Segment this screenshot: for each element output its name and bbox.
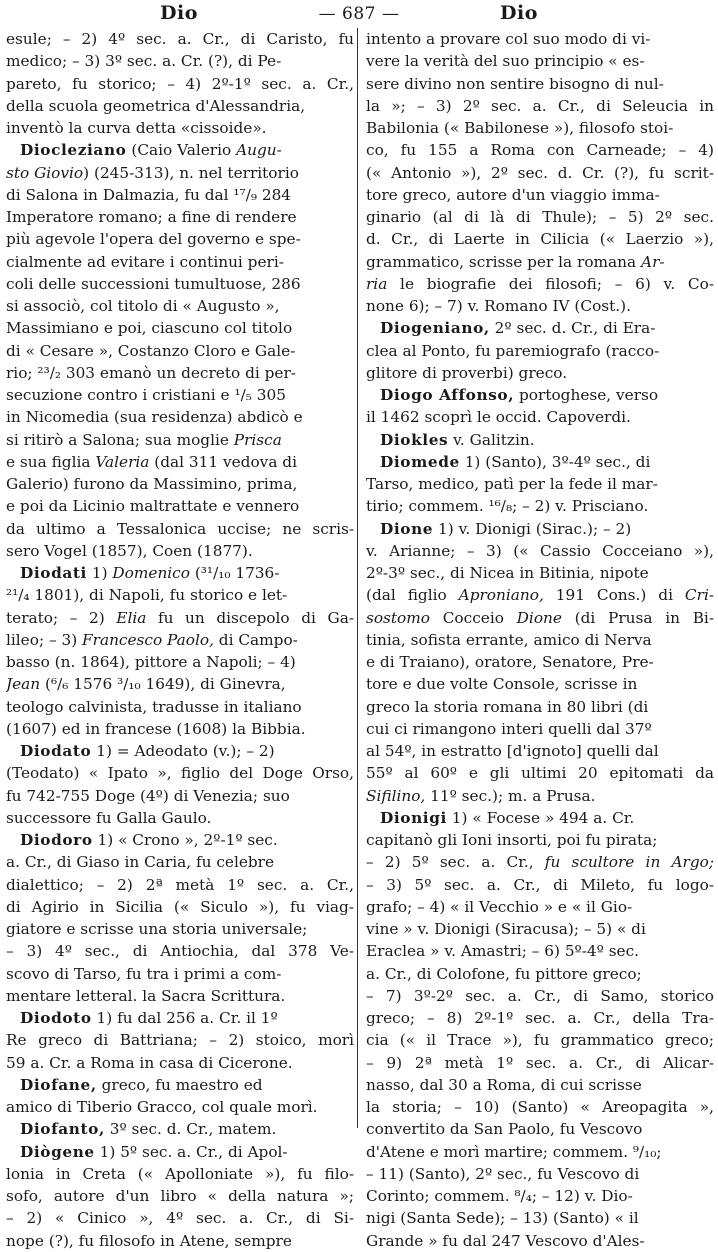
entry-start-line — [6, 1007, 354, 1029]
text-run: 55º al 60º e gli ultimi 20 epitomati da — [366, 764, 714, 783]
text-run: successore fu Galla Gaulo. — [6, 808, 212, 827]
text-run: 1) « Crono », 2º-1º sec. — [92, 831, 278, 849]
text-run: fu 742-755 Doge (4º) di Venezia; suo — [6, 786, 290, 805]
text-run: 1) = Adeodato (v.); – 2) — [91, 742, 275, 760]
entry-start-line — [6, 139, 354, 161]
text-line — [366, 1230, 714, 1252]
text-run: Re greco di Battriana; – 2) stoico, morì — [6, 1031, 354, 1050]
text-line — [366, 1185, 714, 1207]
text-run: (Teodato) « Ipato », figlio del Doge Orso, — [6, 764, 354, 783]
italic-text: fu scultore in Argo; — [544, 853, 714, 872]
text-line — [366, 1029, 714, 1051]
italic-text: Augu- — [236, 141, 282, 160]
text-run: secuzione contro i cristiani e ¹/₅ 305 — [6, 386, 286, 404]
text-run: sofo, autore d'un libro « della natura »; — [6, 1187, 354, 1205]
text-run: (1607) ed in francese (1608) la Bibbia. — [6, 719, 306, 738]
text-line — [366, 1096, 714, 1118]
text-run: della scuola geometrica d'Alessandria, — [6, 96, 306, 115]
italic-text: ria — [366, 274, 388, 293]
text-run: esule; – 2) 4º sec. a. Cr., di Caristo, fu — [6, 30, 354, 48]
text-run: – 3) 5º sec. a. Cr., di Mileto, fu logo- — [366, 875, 714, 894]
text-run: rio; ²³/₂ 303 emanò un decreto di per- — [6, 363, 296, 382]
text-run: Cocceio — [429, 608, 517, 627]
text-run: il 1462 scoprì le occid. Capoverdi. — [366, 408, 631, 427]
text-run: ginario (al di là di Thule); – 5) 2º sec. — [366, 208, 714, 226]
text-run: intento a provare col suo modo di vi- — [366, 30, 651, 48]
left-column — [6, 28, 354, 1252]
text-run: – 9) 2ª metà 1º sec. a. Cr., di Alicar- — [366, 1053, 714, 1072]
text-run: ²¹/₄ 1801), di Napoli, fu storico e let- — [6, 586, 288, 605]
text-run: 3º sec. d. Cr., matem. — [104, 1120, 277, 1139]
text-line — [366, 651, 714, 673]
entry-start-line — [6, 1118, 354, 1140]
text-run: – 3) 4º sec., di Antiochia, dal 378 Ve- — [6, 942, 354, 961]
text-line — [6, 1230, 354, 1252]
text-line — [366, 117, 714, 139]
text-run: vine » v. Dionigi (Siracusa); – 5) « di — [366, 920, 646, 938]
text-run: la »; – 3) 2º sec. a. Cr., di Seleucia in — [366, 96, 714, 115]
text-run: terato; – 2) — [6, 608, 117, 627]
text-line — [366, 73, 714, 95]
text-run: (dal figlio — [366, 586, 459, 605]
text-line — [366, 406, 714, 428]
italic-text: Prisca — [233, 430, 282, 449]
text-line — [6, 607, 354, 629]
text-line — [366, 740, 714, 762]
text-run: pareto, fu storico; – 4) 2º-1º sec. a. Cr., — [6, 74, 354, 93]
headword: Diodati — [20, 564, 87, 582]
text-line — [366, 896, 714, 918]
text-line — [6, 28, 354, 50]
text-line — [6, 495, 354, 517]
italic-text: Jean — [6, 675, 41, 694]
text-run: nope (?), fu filosofo in Atene, sempre — [6, 1231, 292, 1250]
text-line — [6, 518, 354, 540]
text-run: tore greco, autore d'un viaggio imma- — [366, 185, 660, 204]
text-run: (⁶/₆ 1576 ³/₁₀ 1649), di Ginevra, — [40, 675, 286, 694]
text-line — [6, 718, 354, 740]
text-run: coli delle successioni tumultuose, 286 — [6, 274, 301, 293]
text-run: 1) (Santo), 3º-4º sec., di — [459, 452, 651, 471]
text-run: 11º sec.); m. a Prusa. — [425, 786, 596, 805]
text-run: e sua figlia — [6, 452, 96, 471]
text-line — [366, 762, 714, 784]
text-line — [366, 206, 714, 228]
text-run: portoghese, verso — [514, 386, 659, 404]
entry-start-line — [6, 740, 354, 762]
text-line — [366, 362, 714, 384]
headword: Dione — [380, 519, 434, 538]
entry-start-line — [6, 1074, 354, 1096]
text-line — [6, 162, 354, 184]
entry-start-line — [6, 829, 354, 851]
text-line — [366, 473, 714, 495]
text-line — [6, 362, 354, 384]
text-run: greco la storia romana in 80 libri (di — [366, 697, 649, 716]
text-run: le biografie dei filosofi; – 6) v. Co- — [387, 274, 714, 293]
entry-start-line — [366, 317, 714, 339]
text-run: 2º sec. d. Cr., di Era- — [489, 319, 656, 338]
headword: Diofane, — [20, 1075, 97, 1094]
text-line — [366, 139, 714, 161]
text-line — [366, 1007, 714, 1029]
text-run: cialmente ad evitare i continui peri- — [6, 252, 284, 271]
text-run: 1) « Focese » 494 a. Cr. — [446, 808, 635, 827]
text-line — [6, 1096, 354, 1118]
italic-text: Francesco Paolo, — [82, 630, 214, 649]
text-run: dialettico; – 2) 2ª metà 1º sec. a. Cr., — [6, 875, 354, 894]
entry-start-line — [366, 807, 714, 829]
text-run: nigi (Santa Sede); – 13) (Santo) « il — [366, 1209, 639, 1228]
text-run: a. Cr., di Colofone, fu pittore greco; — [366, 964, 642, 983]
text-run: 1) v. Dionigi (Sirac.); – 2) — [433, 519, 632, 538]
headword: Diogeniano, — [380, 319, 490, 338]
text-line — [366, 584, 714, 606]
text-run: 1) 5º sec. a. Cr., di Apol- — [94, 1142, 288, 1161]
text-run: (di Prusa in Bi- — [561, 608, 714, 627]
italic-text: sto Giovio — [6, 163, 84, 182]
text-line — [366, 940, 714, 962]
text-run: grammatico, scrisse per la romana — [366, 252, 642, 271]
text-run: in Nicomedia (sua residenza) abdicò e — [6, 408, 303, 427]
text-run: Galerio) furono da Massimino, prima, — [6, 475, 298, 493]
text-run: (« Antonio »), 2º sec. d. Cr. (?), fu scrit- — [366, 163, 714, 182]
text-run: si ritirò a Salona; sua moglie — [6, 430, 234, 449]
text-run: e poi da Licinio maltrattate e vennero — [6, 497, 300, 516]
text-run: sero Vogel (1857), Coen (1877). — [6, 541, 253, 560]
text-line — [6, 273, 354, 295]
text-run: tinia, sofista errante, amico di Nerva — [366, 630, 652, 649]
text-line — [6, 940, 354, 962]
headword: Diodato — [20, 742, 92, 760]
text-line — [366, 607, 714, 629]
text-run: vere la verità del suo principio « es- — [366, 52, 645, 71]
headword: Diògene — [20, 1142, 95, 1161]
text-run: v. Galitzin. — [448, 430, 535, 449]
headword: Diofanto, — [20, 1120, 105, 1139]
text-run: 1) fu dal 256 a. Cr. il 1º — [91, 1009, 278, 1027]
text-run: inventò la curva detta «cissoide». — [6, 119, 267, 137]
text-run: amico di Tiberio Gracco, col quale morì. — [6, 1098, 318, 1116]
text-line — [366, 184, 714, 206]
text-line — [6, 540, 354, 562]
text-line — [6, 762, 354, 784]
text-run: Eraclea » v. Amastri; – 6) 5º-4º sec. — [366, 942, 640, 961]
text-line — [6, 1029, 354, 1051]
text-line — [6, 406, 354, 428]
entry-start-line — [6, 562, 354, 584]
text-run: (dal 311 vedova di — [149, 452, 297, 471]
text-line — [366, 50, 714, 72]
italic-text: Domenico — [112, 564, 190, 582]
entry-start-line — [366, 451, 714, 473]
headword: Diogo Affonso, — [380, 386, 515, 404]
text-run: 1) — [86, 564, 113, 582]
text-line — [366, 1118, 714, 1140]
text-run: ) (245-313), n. nel territorio — [83, 163, 299, 182]
text-run: nasso, dal 30 a Roma, di cui scrisse — [366, 1075, 642, 1094]
headword: Diocleziano — [20, 141, 127, 160]
text-run: mentare letteral. la Sacra Scrittura. — [6, 986, 286, 1005]
text-line — [6, 785, 354, 807]
text-run: di « Cesare », Costanzo Cloro e Gale- — [6, 341, 296, 360]
text-line — [366, 340, 714, 362]
text-line — [6, 473, 354, 495]
text-line — [366, 540, 714, 562]
text-line — [366, 251, 714, 273]
text-run: greco; – 8) 2º-1º sec. a. Cr., della Tra- — [366, 1009, 714, 1027]
running-head-right: Dio — [500, 2, 538, 24]
text-run: convertito da San Paolo, fu Vescovo — [366, 1120, 643, 1139]
entry-start-line — [6, 1141, 354, 1163]
text-line — [6, 696, 354, 718]
text-line — [366, 273, 714, 295]
entry-start-line — [366, 429, 714, 451]
text-line — [366, 1207, 714, 1229]
text-run: basso (n. 1864), pittore a Napoli; – 4) — [6, 653, 296, 671]
text-line — [366, 851, 714, 873]
text-line — [6, 1052, 354, 1074]
italic-text: Cri- — [684, 586, 714, 605]
text-run: none 6); – 7) v. Romano IV (Cost.). — [366, 297, 631, 315]
text-line — [6, 918, 354, 940]
text-line — [366, 228, 714, 250]
text-line — [366, 829, 714, 851]
text-line — [6, 429, 354, 451]
text-run: sere divino non sentire bisogno di nul- — [366, 74, 664, 93]
text-line — [366, 495, 714, 517]
text-run: glitore di proverbi) greco. — [366, 363, 568, 382]
text-run: d'Atene e morì martire; commem. ⁹/₁₀; — [366, 1142, 662, 1161]
text-line — [6, 50, 354, 72]
italic-text: Dione — [516, 608, 562, 627]
italic-text: Aproniano, — [458, 586, 544, 605]
entry-start-line — [366, 384, 714, 406]
text-line — [366, 562, 714, 584]
text-line — [366, 629, 714, 651]
text-run: Tarso, medico, patì per la fede il mar- — [366, 475, 658, 493]
text-run: al 54º, in estratto [d'ignoto] quelli dal — [366, 742, 659, 760]
text-line — [366, 95, 714, 117]
text-run: da ultimo a Tessalonica uccise; ne scris- — [6, 519, 354, 538]
text-line — [366, 295, 714, 317]
text-run: di Salona in Dalmazia, fu dal ¹⁷/₉ 284 — [6, 185, 292, 204]
text-run: grafo; – 4) « il Vecchio » e « il Gio- — [366, 897, 633, 916]
text-run: la storia; – 10) (Santo) « Areopagita », — [366, 1098, 714, 1116]
text-line — [6, 629, 354, 651]
text-line — [6, 451, 354, 473]
italic-text: Sifilino, — [366, 786, 426, 805]
text-line — [6, 95, 354, 117]
text-run: co, fu 155 a Roma con Carneade; – 4) — [366, 141, 714, 160]
text-line — [6, 1207, 354, 1229]
page-number: — 687 — — [318, 4, 400, 24]
text-line — [366, 1074, 714, 1096]
text-run: di Agirio in Sicilia (« Siculo »), fu viag- — [6, 897, 354, 916]
text-run: Babilonia (« Babilonese »), filosofo stoi- — [366, 119, 674, 137]
text-line — [6, 963, 354, 985]
text-run: di Campo- — [213, 630, 298, 649]
text-run: greco, fu maestro ed — [96, 1075, 263, 1094]
text-line — [6, 206, 354, 228]
text-run: teologo calvinista, tradusse in italiano — [6, 697, 302, 716]
text-run: Grande » fu dal 247 Vescovo d'Ales- — [366, 1231, 645, 1250]
text-line — [366, 874, 714, 896]
right-column — [366, 28, 714, 1252]
text-run: lileo; – 3) — [6, 630, 83, 649]
italic-text: Valeria — [95, 452, 150, 471]
text-line — [366, 985, 714, 1007]
text-line — [366, 1141, 714, 1163]
text-run: Corinto; commem. ⁸/₄; – 12) v. Dio- — [366, 1187, 633, 1205]
text-run: si associò, col titolo di « Augusto », — [6, 297, 280, 315]
text-run: lonia in Creta (« Apolloniate »), fu filo- — [6, 1164, 354, 1183]
text-line — [366, 1163, 714, 1185]
headword: Diomede — [380, 452, 460, 471]
text-line — [6, 985, 354, 1007]
text-run: 191 Cons.) di — [543, 586, 685, 605]
text-run: – 2) 5º sec. a. Cr., — [366, 853, 545, 872]
text-line — [6, 251, 354, 273]
page-header — [0, 0, 718, 26]
text-line — [6, 874, 354, 896]
text-run: – 2) « Cinico », 4º sec. a. Cr., di Si- — [6, 1209, 354, 1228]
text-run: cui ci rimangono interi quelli dal 37º — [366, 719, 652, 738]
text-run: clea al Ponto, fu paremiografo (racco- — [366, 341, 660, 360]
text-line — [6, 896, 354, 918]
text-line — [366, 673, 714, 695]
text-line — [366, 162, 714, 184]
text-line — [6, 317, 354, 339]
text-line — [6, 1185, 354, 1207]
text-line — [366, 918, 714, 940]
text-line — [6, 340, 354, 362]
text-line — [366, 28, 714, 50]
text-run: medico; – 3) 3º sec. a. Cr. (?), di Pe- — [6, 52, 282, 71]
text-run: capitanò gli Ioni insorti, poi fu pirata; — [366, 831, 658, 849]
italic-text: Elia — [116, 608, 147, 627]
column-divider — [357, 28, 358, 1128]
headword: Diokles — [380, 430, 449, 449]
text-line — [366, 696, 714, 718]
text-run: 2º-3º sec., di Nicea in Bitinia, nipote — [366, 564, 649, 582]
text-line — [6, 184, 354, 206]
text-run: scovo di Tarso, fu tra i primi a com- — [6, 964, 282, 983]
text-line — [366, 718, 714, 740]
text-run: 59 a. Cr. a Roma in casa di Cicerone. — [6, 1053, 293, 1072]
text-run: a. Cr., di Giaso in Caria, fu celebre — [6, 853, 275, 872]
text-line — [6, 73, 354, 95]
text-line — [366, 1052, 714, 1074]
text-run: cia (« il Trace »), fu grammatico greco; — [366, 1031, 714, 1050]
text-line — [6, 807, 354, 829]
headword: Dionigi — [380, 808, 447, 827]
text-run: giatore e scrisse una storia universale; — [6, 920, 308, 938]
text-line — [366, 963, 714, 985]
text-run: e di Traiano), oratore, Senatore, Pre- — [366, 653, 654, 671]
text-run: – 7) 3º-2º sec. a. Cr., di Samo, storico — [366, 986, 714, 1005]
headword: Diodoro — [20, 831, 93, 849]
text-run: – 11) (Santo), 2º sec., fu Vescovo di — [366, 1164, 640, 1183]
entry-start-line — [366, 518, 714, 540]
text-line — [366, 785, 714, 807]
text-line — [6, 384, 354, 406]
text-run: Massimiano e poi, ciascuno col titolo — [6, 319, 293, 338]
text-line — [6, 295, 354, 317]
text-run: Imperatore romano; a fine di rendere — [6, 208, 297, 226]
text-run: v. Arianne; – 3) (« Cassio Cocceiano »), — [366, 541, 714, 560]
running-head-left: Dio — [160, 2, 198, 24]
text-run: d. Cr., di Laerte in Cilicia (« Laerzio »), — [366, 230, 714, 249]
text-run: fu un discepolo di Ga- — [146, 608, 354, 627]
italic-text: Ar- — [641, 252, 665, 271]
text-run: più agevole l'opera del governo e spe- — [6, 230, 301, 249]
text-line — [6, 117, 354, 139]
text-run: tirio; commem. ¹⁶/₈; – 2) v. Prisciano. — [366, 497, 649, 516]
text-line — [6, 1163, 354, 1185]
text-run: tore e due volte Console, scrisse in — [366, 675, 638, 694]
text-run: (Caio Valerio — [126, 141, 237, 160]
headword: Diodoto — [20, 1009, 92, 1027]
text-line — [6, 651, 354, 673]
text-line — [6, 584, 354, 606]
text-line — [6, 851, 354, 873]
text-line — [6, 228, 354, 250]
text-line — [6, 673, 354, 695]
text-run: (³¹/₁₀ 1736- — [189, 564, 280, 582]
italic-text: sostomo — [366, 608, 430, 627]
